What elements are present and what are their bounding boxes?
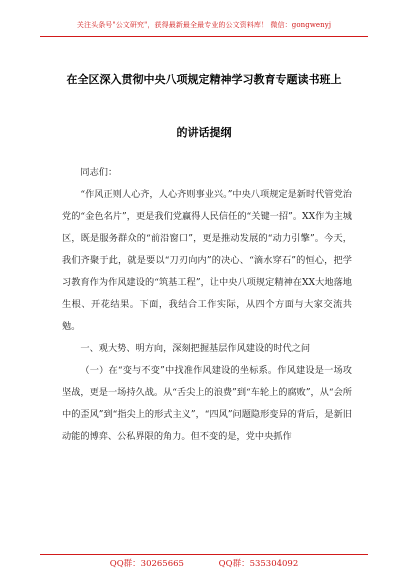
body-paragraph-1-1: （一）在“变与不变”中找准作风建设的坐标系。作风建设是一场攻坚战，更是一场持久战。从“舌尖上的浪费”到“车轮上的腐败”，从“会所中的歪风”到“指尖上的形式主义”，“四风”问题隐形变异的背后，是新旧动能的博弈、公私界限的角力。但不变的是，党中央抓作 bbox=[62, 365, 352, 442]
footer bbox=[40, 557, 368, 569]
footer-divider bbox=[40, 554, 368, 555]
salutation: 同志们： bbox=[80, 167, 118, 178]
section-heading-1: 一、观大势、明方向，深刻把握基层作风建设的时代之问 bbox=[80, 343, 311, 354]
document-body bbox=[62, 162, 352, 448]
body-paragraph-intro: “作风正则人心齐，人心齐则事业兴。”中央八项规定是新时代管党治党的“金色名片”，更是我们党赢得人民信任的“关键一招”。XX作为主城区，既是服务群众的“前沿窗口”，更是推动发展的“动力引擎”。今天，我们齐聚于此，就是要以“刀刃向内”的决心、“滴水穿石”的恒心，把学习教育作为作风建设的“筑基工程”，让中央八项规定精神在XX大地落地生根、开花结果。下面，我结合工作实际，从四个方面与大家交流共勉。 bbox=[62, 189, 352, 332]
document-title-line-1: 在全区深入贯彻中央八项规定精神学习教育专题读书班上 bbox=[66, 73, 342, 86]
header-banner: 关注头条号"公文研究"，获得最新最全最专业的公文资料库！ 微信：gongwenyj bbox=[76, 21, 332, 29]
header-divider bbox=[40, 36, 368, 37]
footer-qq-group-2: QQ群：535304092 bbox=[218, 559, 299, 569]
document-title-line-2: 的讲话提纲 bbox=[176, 126, 232, 139]
footer-qq-group-1: QQ群：30265665 bbox=[109, 559, 184, 569]
